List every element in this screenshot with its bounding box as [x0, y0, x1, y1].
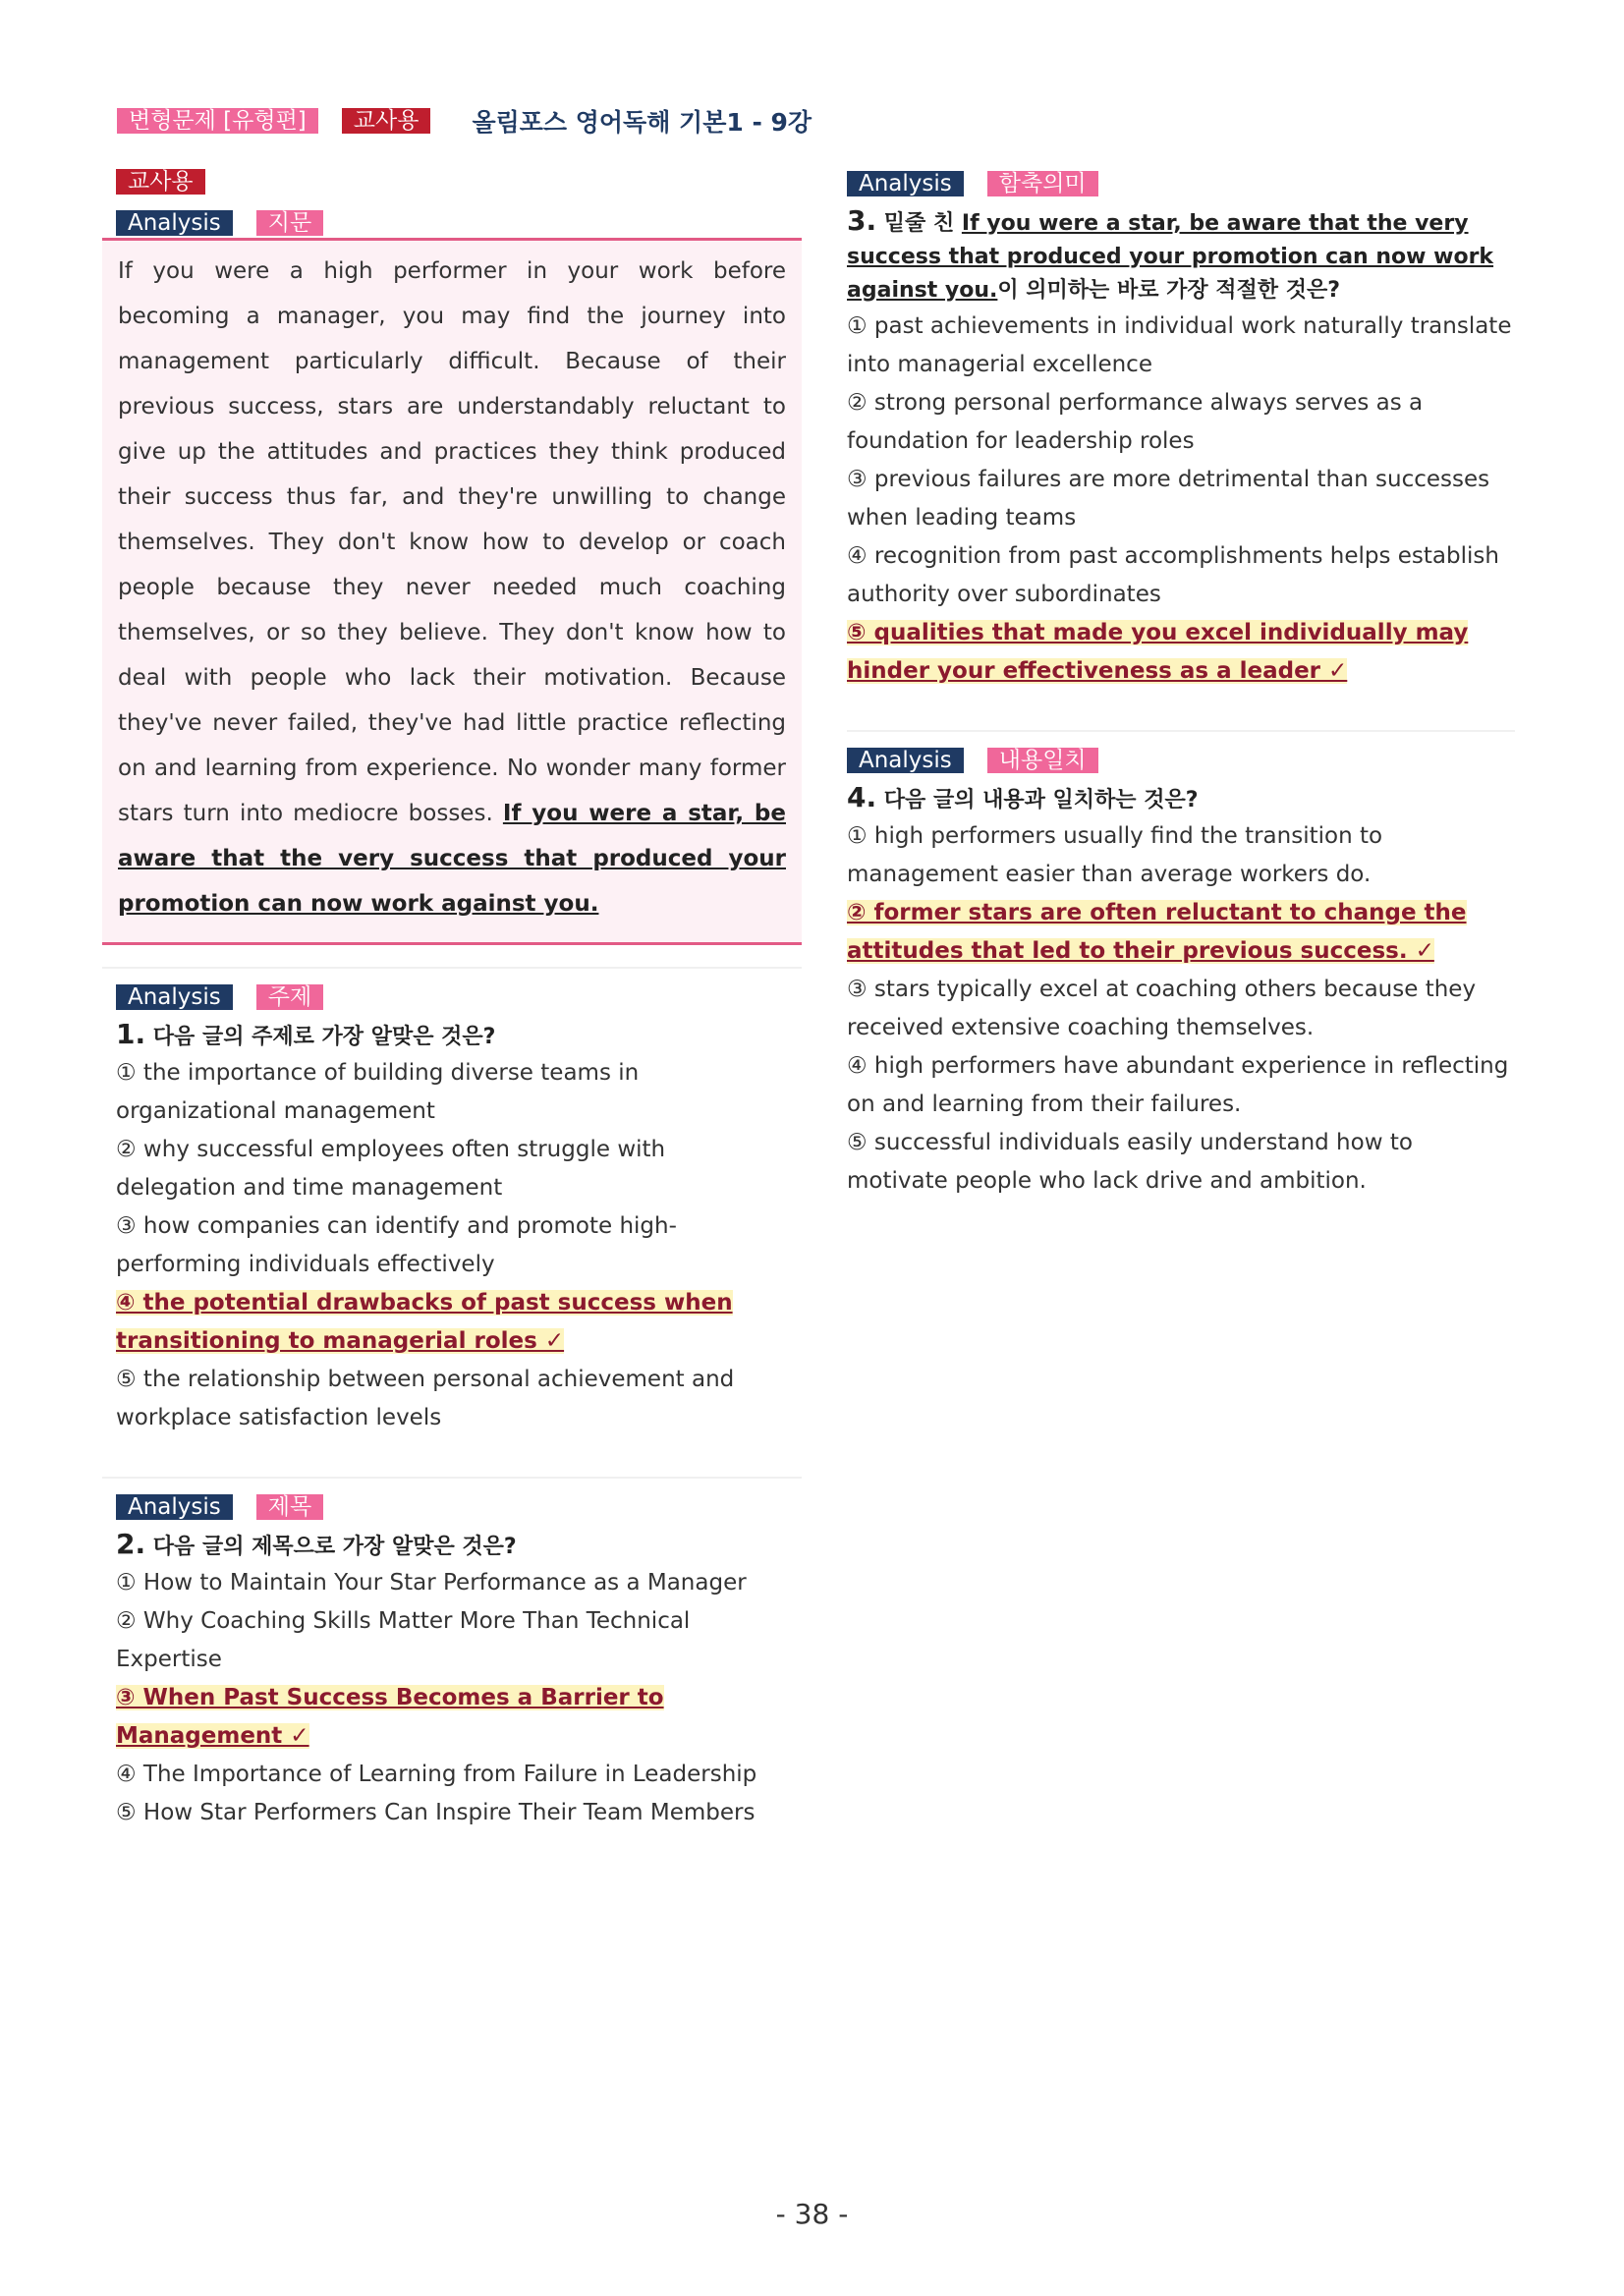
option-1: ① the importance of building diverse teams in organizational management: [116, 1060, 640, 1124]
option-1: ① past achievements in individual work naturally translate into managerial excellence: [847, 313, 1512, 377]
section-type-label: 주제: [256, 984, 323, 1010]
question-text: 다음 글의 내용과 일치하는 것은?: [883, 788, 1199, 812]
question-text: 다음 글의 주제로 가장 알맞은 것은?: [152, 1025, 496, 1049]
question-number: 4.: [847, 781, 877, 813]
option-5: ⑤ the relationship between personal achievement and workplace satisfaction levels: [116, 1367, 735, 1430]
left-column: [102, 169, 802, 1832]
passage-text: If you were a high performer in your work before becoming a manager, you may find the journey into management particularly difficult. Because of their previous success, stars are understandably reluctant to give up the attitudes and practices they think produced their success thus far, and they're unwilling to change themselves. They don't know how to develop or coach people because they never needed much coaching themselves, or so they believe. They don't know how to deal with people who lack their motivation. Because they've never failed, they've had little practice reflecting on and learning from experience. No wonder many former stars turn into mediocre bosses.: [118, 258, 786, 826]
analysis-label: Analysis: [847, 748, 964, 773]
page-number: - 38 -: [775, 2198, 849, 2230]
section-type-label: 제목: [256, 1494, 323, 1520]
q2-prompt: [116, 1528, 802, 1564]
header-teacher-tag: 교사용: [342, 108, 431, 134]
section-type-label: 함축의미: [987, 171, 1098, 196]
question-text-post: 이 의미하는 바로 가장 적절한 것은?: [997, 278, 1340, 303]
q4-prompt: [847, 781, 1515, 817]
question-text: 다음 글의 제목으로 가장 알맞은 것은?: [152, 1535, 517, 1559]
option-2: ② why successful employees often struggle with delegation and time management: [116, 1137, 666, 1201]
question-number: 2.: [116, 1528, 146, 1560]
option-5: ⑤ How Star Performers Can Inspire Their Team Members: [116, 1800, 756, 1825]
option-2: ② Why Coaching Skills Matter More Than Technical Expertise: [116, 1608, 691, 1672]
option-3: ③ stars typically excel at coaching others because they received extensive coaching themselves.: [847, 977, 1477, 1040]
correct-answer-text: ④ the potential drawbacks of past success when transitioning to managerial roles ✓: [116, 1290, 733, 1354]
option-2-correct: [847, 894, 1515, 971]
right-column: [847, 169, 1515, 1201]
question-3: [847, 169, 1515, 691]
question-number: 3.: [847, 204, 877, 237]
question-1: [102, 982, 802, 1437]
analysis-label: Analysis: [116, 984, 233, 1010]
option-4: ④ high performers have abundant experience in reflecting on and learning from their failures.: [847, 1053, 1509, 1117]
option-3: ③ how companies can identify and promote high-performing individuals effectively: [116, 1213, 677, 1277]
option-1: ① How to Maintain Your Star Performance as a Manager: [116, 1570, 747, 1596]
analysis-label: Analysis: [116, 210, 233, 236]
question-underlined-sentence: If you were a star, be aware that the very success that produced your promotion can now work against you.: [847, 211, 1494, 303]
q3-section-header: [847, 169, 1515, 198]
correct-answer-text: ③ When Past Success Becomes a Barrier to Management ✓: [116, 1685, 664, 1749]
option-4: ④ recognition from past accomplishments helps establish authority over subordinates: [847, 543, 1499, 607]
question-2: [102, 1492, 802, 1832]
option-3-correct: [116, 1679, 784, 1756]
option-5: ⑤ successful individuals easily understand how to motivate people who lack drive and ambition.: [847, 1130, 1413, 1194]
header-title: 올림포스 영어독해 기본1 - 9강: [472, 108, 812, 137]
header-type-tag: 변형문제 [유형편]: [117, 108, 318, 134]
option-4-correct: [116, 1284, 745, 1361]
section-type-label: 지문: [256, 210, 323, 236]
option-3: ③ previous failures are more detrimental than successes when leading teams: [847, 467, 1490, 531]
analysis-label: Analysis: [847, 171, 964, 196]
q1-prompt: [116, 1018, 802, 1054]
correct-answer-text: ⑤ qualities that made you excel individually may hinder your effectiveness as a leader ✓: [847, 620, 1469, 684]
passage-box: [102, 238, 802, 945]
option-2: ② strong personal performance always serves as a foundation for leadership roles: [847, 390, 1424, 454]
correct-answer-text: ② former stars are often reluctant to change the attitudes that led to their previous success. ✓: [847, 900, 1467, 964]
analysis-label: Analysis: [116, 1494, 233, 1520]
option-4: ④ The Importance of Learning from Failure in Leadership: [116, 1762, 757, 1787]
page-header: [117, 104, 812, 138]
q3-prompt: [847, 204, 1515, 308]
option-1: ① high performers usually find the transition to management easier than average workers do.: [847, 823, 1383, 887]
passage-section-header: [102, 208, 802, 238]
passage-underlined-sentence: If you were a star, be aware that the very success that produced your promotion can now work against you.: [118, 801, 786, 917]
question-number: 1.: [116, 1018, 146, 1050]
q4-section-header: [847, 746, 1515, 775]
question-text-pre: 밑줄 친: [883, 211, 955, 236]
question-4: [847, 746, 1515, 1201]
option-5-correct: [847, 614, 1515, 691]
section-type-label: 내용일치: [987, 748, 1098, 773]
q1-section-header: [116, 982, 802, 1012]
teacher-tag: 교사용: [116, 169, 205, 195]
q2-section-header: [116, 1492, 802, 1522]
